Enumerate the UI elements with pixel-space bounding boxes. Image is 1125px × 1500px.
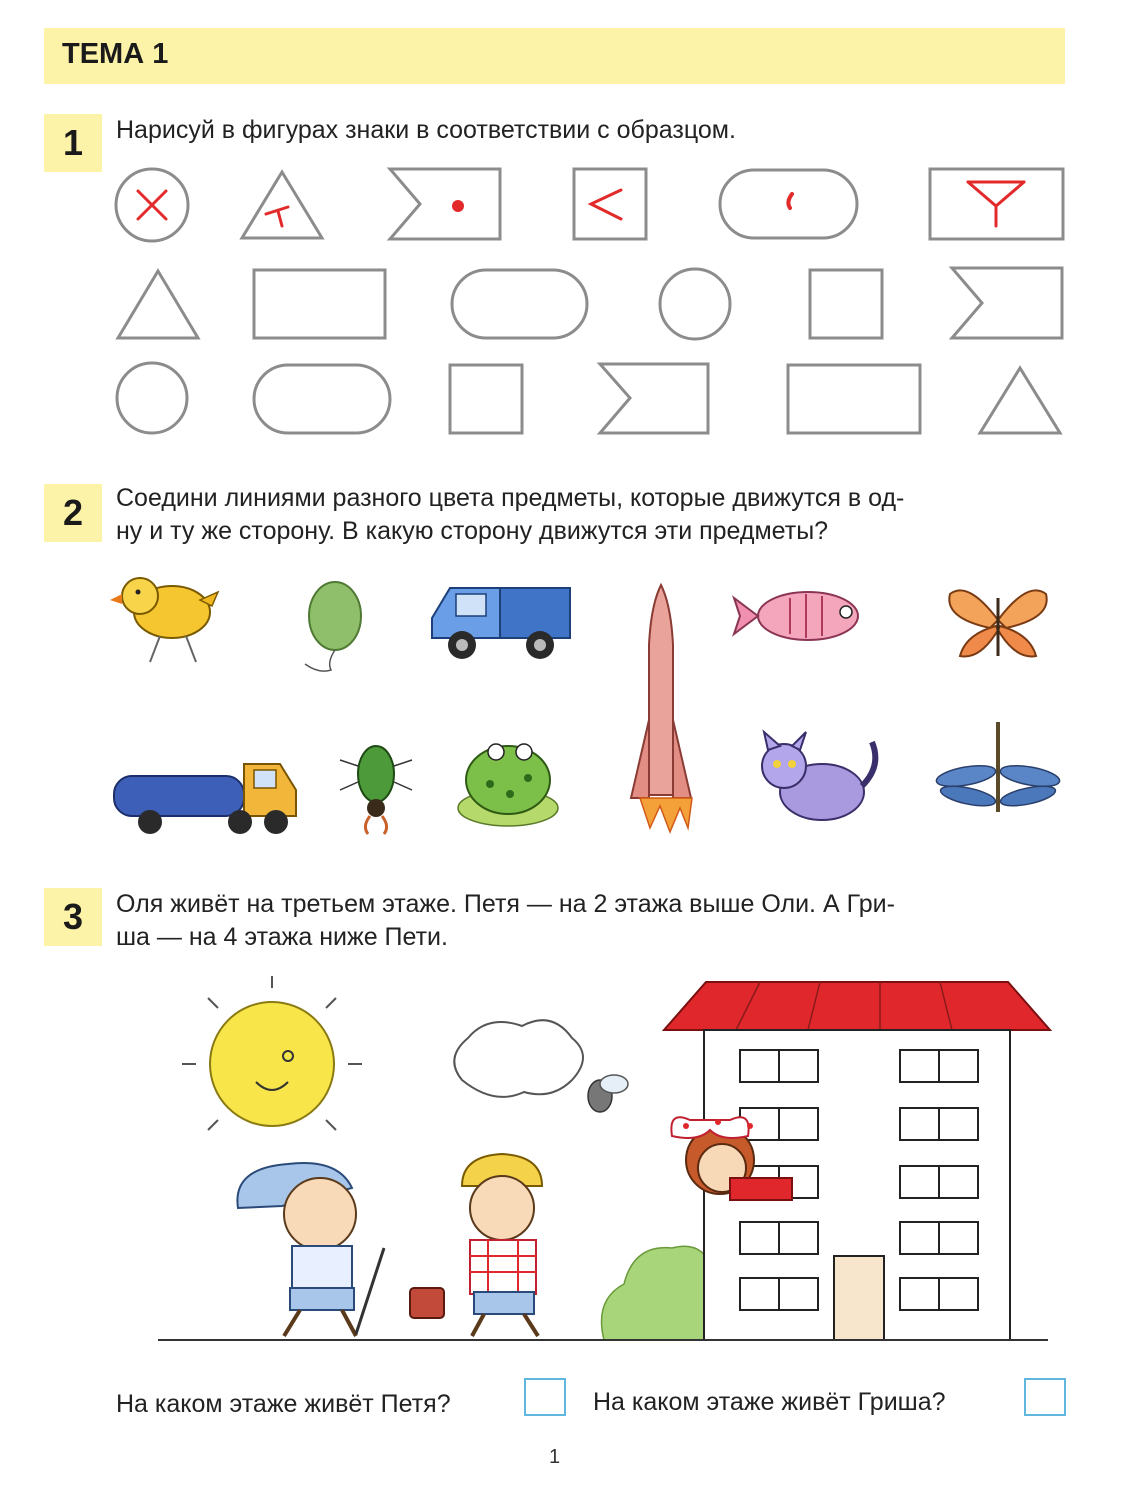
comma-sign-icon bbox=[788, 194, 792, 208]
task-1-shapes-grid bbox=[0, 0, 1125, 450]
shape-circle bbox=[117, 363, 187, 433]
cat-icon bbox=[762, 732, 875, 820]
boy-with-cap-icon bbox=[237, 1163, 384, 1336]
topic-title: ТЕМА 1 bbox=[62, 38, 169, 70]
shape-square bbox=[810, 270, 882, 338]
shape-oval bbox=[452, 270, 587, 338]
shape-square bbox=[450, 365, 522, 433]
sample-notched-rect-shape bbox=[390, 169, 500, 239]
task-1-text: Нарисуй в фигурах знаки в соответствии с образцом. bbox=[116, 116, 736, 144]
frog-icon bbox=[458, 744, 558, 826]
beetle-icon bbox=[340, 746, 412, 834]
shape-circle bbox=[660, 269, 730, 339]
balloon-icon bbox=[305, 582, 361, 671]
angle-sign-icon bbox=[591, 190, 621, 219]
dragonfly-icon bbox=[935, 722, 1061, 812]
t-sign-icon bbox=[266, 207, 288, 226]
question-petya: На каком этаже живёт Петя? bbox=[116, 1390, 451, 1418]
task-2-number: 2 bbox=[44, 484, 102, 542]
butterfly-icon bbox=[949, 590, 1046, 656]
shape-triangle bbox=[118, 271, 198, 338]
shape-rectangle bbox=[788, 365, 920, 433]
question-grisha: На каком этаже живёт Гриша? bbox=[593, 1388, 946, 1416]
rocket-icon bbox=[631, 585, 692, 832]
chick-icon bbox=[110, 578, 218, 662]
task-2-pictures bbox=[0, 560, 1125, 850]
shape-rectangle bbox=[254, 270, 385, 338]
page-number: 1 bbox=[549, 1446, 561, 1468]
task-3-line-1: Оля живёт на третьем этаже. Петя — на 2 этажа выше Оли. А Гри- bbox=[116, 890, 895, 918]
shape-triangle bbox=[980, 368, 1060, 433]
fly-icon bbox=[588, 1075, 628, 1112]
shape-oval bbox=[254, 365, 390, 433]
shape-notched-rect bbox=[952, 268, 1062, 338]
fish-icon bbox=[734, 592, 858, 640]
task-2-line-2: ну и ту же сторону. В какую сторону движутся эти предметы? bbox=[116, 517, 829, 545]
task-2-line-1: Соедини линиями разного цвета предметы, которые движутся в од- bbox=[116, 484, 905, 512]
roof bbox=[664, 982, 1050, 1030]
shape-notched-rect bbox=[600, 364, 708, 433]
tanker-truck-icon bbox=[114, 764, 296, 834]
answer-box-petya[interactable] bbox=[524, 1378, 566, 1416]
sample-square-shape bbox=[574, 169, 646, 239]
dot-sign-icon bbox=[452, 200, 464, 212]
boy-with-bag-icon bbox=[410, 1154, 542, 1336]
y-sign-icon bbox=[968, 182, 1024, 226]
sun-icon bbox=[182, 976, 362, 1130]
task-3-line-2: ша — на 4 этажа ниже Пети. bbox=[116, 923, 448, 951]
door bbox=[834, 1256, 884, 1340]
sample-triangle-shape bbox=[242, 172, 322, 238]
truck-icon bbox=[432, 588, 570, 659]
task-3-scene bbox=[0, 970, 1125, 1350]
task-1-number: 1 bbox=[44, 114, 102, 172]
task-3-number: 3 bbox=[44, 888, 102, 946]
answer-box-grisha[interactable] bbox=[1024, 1378, 1066, 1416]
bush-icon bbox=[602, 1246, 713, 1340]
x-sign-icon bbox=[138, 191, 166, 219]
cloud-icon bbox=[454, 1020, 583, 1097]
